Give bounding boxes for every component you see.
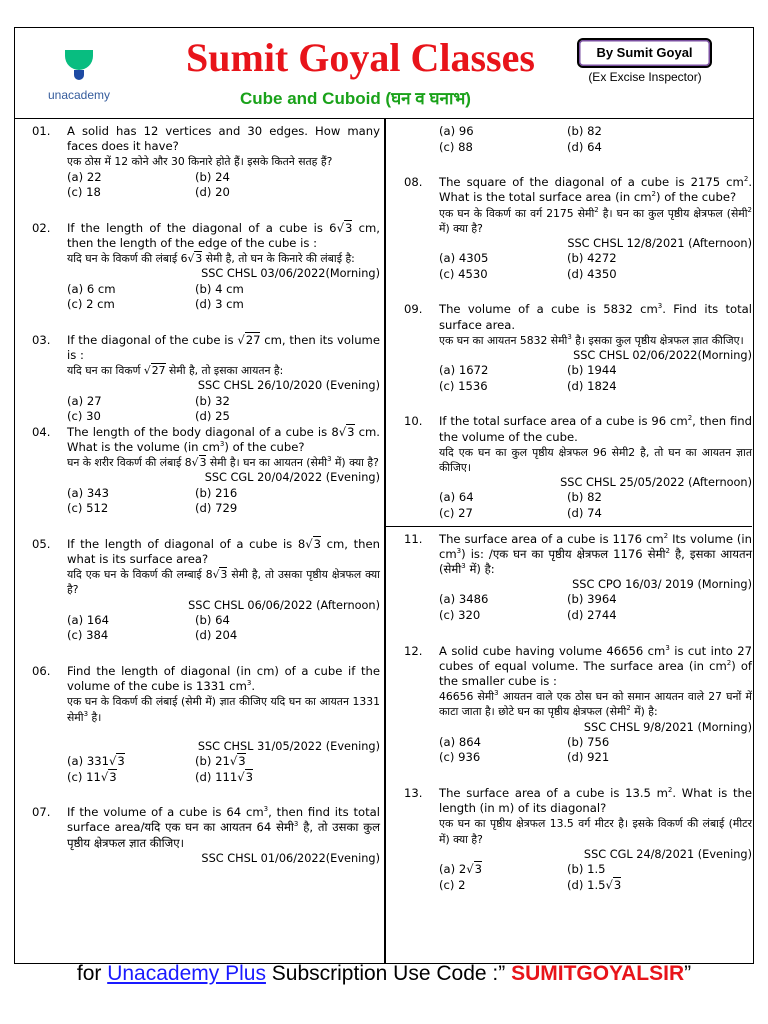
question-text: The square of the diagonal of a cube is 2175 $cm^2$. What is the total surface area (in $cm^2$) of the cube? <box>439 175 752 205</box>
question-09 <box>390 302 752 394</box>
footer-prefix: for <box>76 962 108 985</box>
option-d: (d) 921 <box>567 750 610 765</box>
exam-source: SSC CHSL 25/05/2022 (Afternoon) <box>560 476 752 490</box>
question-text-hindi: यदि एक घन का कुल पृष्ठीय क्षेत्रफल 96 सेमी2 है, तो घन का आयतन ज्ञात कीजिए। <box>439 445 752 474</box>
question-number: 08. <box>404 175 423 190</box>
option-a: (a) 331√3 <box>67 754 125 769</box>
footer <box>0 962 768 986</box>
option-b: (b) 3964 <box>567 592 617 607</box>
option-c: (c) 88 <box>439 139 473 154</box>
question-number: 03. <box>32 332 51 347</box>
question-number: 13. <box>404 786 423 800</box>
option-c: (c) 18 <box>67 185 101 200</box>
option-d: (d) 2744 <box>567 608 617 622</box>
option-a: (a) 4305 <box>439 251 489 266</box>
question-text: The surface area of a cube is 13.5 $m^2$. What is the length (in m) of its diagonal? <box>439 786 752 816</box>
option-a: (a) 2√3 <box>439 862 482 877</box>
question-text-hindi: एक घन का आयतन 5832 सेमी$^3$ है। इसका कुल पृष्ठीय क्षेत्रफल ज्ञात कीजिए। <box>439 332 744 347</box>
option-d: (d) 729 <box>195 501 238 516</box>
question-text: Find the length of diagonal (in cm) of a cube if the volume of the cube is 1331 $cm^3$. <box>67 664 380 694</box>
option-b: (b) 21√3 <box>195 754 246 769</box>
question-08 <box>390 175 752 282</box>
options <box>439 490 752 521</box>
question-13 <box>390 786 752 893</box>
option-b: (b) 4272 <box>567 251 617 266</box>
page-title: Sumit Goyal Classes <box>186 35 535 80</box>
question-text: If the volume of a cube is 64 $cm^3$, then find its total surface area/यदि एक घन का आयतन 64 सेमी$^3$ है, तो उसका कुल पृष्ठीय क्षेत्रफल ज्ञात कीजिए। <box>67 805 380 850</box>
question-02 <box>18 221 380 313</box>
question-text: The volume of a cube is 5832 $cm^3$. Find its total surface area. <box>439 302 753 332</box>
footer-middle: Subscription Use Code :” <box>265 962 512 985</box>
exam-source: SSC CHSL 26/10/2020 (Evening) <box>197 379 380 393</box>
option-b: (b) 756 <box>567 734 610 749</box>
question-text-hindi: एक ठोस में 12 कोने और 30 किनारे होते हैं। इसके कितने सतह हैं? <box>67 155 333 169</box>
option-c: (c) 384 <box>67 628 109 643</box>
question-text: A solid has 12 vertices and 30 edges. How many faces does it have? <box>67 124 380 154</box>
option-c: (c) 320 <box>439 608 481 622</box>
question-text: If the length of diagonal of a cube is 8√3 cm, then what is its surface area? <box>67 536 380 566</box>
question-text-hindi: यदि घन के विकर्ण की लंबाई 6√3 सेमी है, तो घन के किनारे की लंबाई है: <box>67 252 355 266</box>
options <box>439 251 752 282</box>
options <box>439 862 752 893</box>
column-divider <box>384 119 386 964</box>
footer-suffix: ” <box>684 962 692 985</box>
exam-source: SSC CHSL 01/06/2022(Evening) <box>201 851 380 865</box>
left-column <box>18 124 380 866</box>
question-number: 12. <box>404 643 423 658</box>
options <box>439 592 752 623</box>
question-text: If the total surface area of a cube is 96 $cm^2$, then find the volume of the cube. <box>439 414 752 444</box>
question-05 <box>18 537 380 644</box>
question-number: 05. <box>32 536 51 551</box>
referral-code: SUMITGOYALSIR <box>511 962 685 985</box>
unacademy-logo <box>34 40 124 112</box>
question-07 <box>18 805 380 866</box>
question-06 <box>18 664 380 785</box>
option-c: (c) 2 cm <box>67 297 115 312</box>
question-number: 10. <box>404 414 423 429</box>
option-c: (c) 936 <box>439 750 481 765</box>
question-text: The length of the body diagonal of a cube is 8√3 cm. What is the volume (in $cm^3$) of the cube? <box>67 424 380 454</box>
logo-text: unacademy <box>47 88 111 102</box>
question-11 <box>390 532 752 624</box>
unacademy-logo-icon <box>65 46 93 82</box>
option-b: (b) 216 <box>195 485 238 500</box>
author-role: (Ex Excise Inspector) <box>588 70 702 84</box>
option-a: (a) 864 <box>439 734 481 749</box>
question-number: 07. <box>32 805 51 820</box>
option-c: (c) 2 <box>439 877 466 892</box>
option-b: (b) 64 <box>195 612 230 627</box>
exam-source: SSC CHSL 12/8/2021 (Afternoon) <box>567 237 752 250</box>
author-badge: By Sumit Goyal <box>577 38 712 68</box>
option-d: (d) 20 <box>195 185 230 200</box>
option-b: (b) 1.5 <box>567 862 606 877</box>
question-number: 11. <box>404 531 423 546</box>
exam-source: SSC CGL 24/8/2021 (Evening) <box>583 847 752 861</box>
question-text-hindi: यदि घन का विकर्ण √27 सेमी है, तो इसका आयतन है: <box>67 364 284 378</box>
question-number: 06. <box>32 664 51 678</box>
question-text-hindi: एक घन के विकर्ण की लंबाई (सेमी में) ज्ञात कीजिए यदि घन का आयतन 1331 सेमी$^3$ है। <box>67 695 380 724</box>
option-a: (a) 3486 <box>439 592 489 607</box>
options <box>67 754 380 785</box>
exam-source: SSC CHSL 03/06/2022(Morning) <box>201 267 380 281</box>
unacademy-plus-link[interactable]: Unacademy Plus <box>107 962 266 985</box>
question-text-hindi: 46656 सेमी$^3$ आयतन वाले एक ठोस घन को समान आयतन वाले 27 घनों में काटा जाता है। छोटे घन का पृष्ठीय क्षेत्रफल (सेमी$^2$ में) है: <box>439 689 752 719</box>
options <box>439 735 752 766</box>
question-text: The surface area of a cube is 1176 $cm^2$ Its volume (in $cm^3$) is: /एक घन का पृष्ठीय क्षेत्रफल 1176 सेमी$^2$ है, इसका आयतन (सेमी$^3$ में) है: <box>439 531 753 576</box>
option-d: (d) 4350 <box>567 266 617 281</box>
option-d: (d) 74 <box>567 506 602 520</box>
option-b: (b) 82 <box>567 124 602 138</box>
option-d: (d) 1824 <box>567 378 617 393</box>
question-number: 09. <box>404 302 423 317</box>
page-subtitle: Cube and Cuboid (घन व घनाभ) <box>240 89 471 108</box>
options <box>67 170 380 201</box>
exam-source: SSC CHSL 02/06/2022(Morning) <box>573 349 752 362</box>
option-b: (b) 1944 <box>567 363 617 378</box>
question-07-options <box>390 124 752 155</box>
question-number: 01. <box>32 124 51 138</box>
option-a: (a) 343 <box>67 485 109 500</box>
option-b: (b) 24 <box>195 169 230 184</box>
exam-source: SSC CGL 20/04/2022 (Evening) <box>204 471 380 485</box>
question-text: If the diagonal of the cube is √27 cm, then its volume is : <box>67 332 380 362</box>
option-a: (a) 1672 <box>439 363 489 378</box>
question-text-hindi: यदि एक घन के विकर्ण की लम्बाई 8√3 सेमी है, तो उसका पृष्ठीय क्षेत्रफल क्या है? <box>67 568 380 597</box>
option-c: (c) 27 <box>439 506 473 520</box>
question-10 <box>390 414 752 521</box>
option-a: (a) 164 <box>67 612 109 627</box>
question-number: 04. <box>32 424 51 439</box>
option-a: (a) 96 <box>439 124 474 138</box>
option-c: (c) 512 <box>67 501 109 516</box>
option-d: (d) 204 <box>195 628 238 643</box>
question-04 <box>18 425 380 517</box>
options <box>439 124 752 155</box>
exam-source: SSC CHSL 06/06/2022 (Afternoon) <box>188 598 380 612</box>
divider-line <box>386 526 752 527</box>
question-text-hindi: घन के शरीर विकर्ण की लंबाई 8√3 सेमी है। घन का आयतन (सेमी$^3$ में) क्या है? <box>67 455 379 470</box>
option-c: (c) 4530 <box>439 266 488 281</box>
exam-source: SSC CPO 16/03/ 2019 (Morning) <box>572 578 752 592</box>
option-d: (d) 111√3 <box>195 769 254 784</box>
option-a: (a) 27 <box>67 393 102 408</box>
options <box>67 613 380 644</box>
options <box>67 486 380 517</box>
option-b: (b) 82 <box>567 490 602 505</box>
question-01 <box>18 124 380 201</box>
option-b: (b) 32 <box>195 393 230 408</box>
option-d: (d) 64 <box>567 139 602 154</box>
question-text: If the length of the diagonal of a cube is 6√3 cm, then the length of the edge of the cube is : <box>67 220 380 250</box>
option-c: (c) 1536 <box>439 378 488 393</box>
question-text-hindi: एक घन का पृष्ठीय क्षेत्रफल 13.5 वर्ग मीटर है। इसके विकर्ण की लंबाई (मीटर में) क्या है? <box>439 817 752 846</box>
option-c: (c) 11√3 <box>67 769 117 784</box>
exam-source: SSC CHSL 9/8/2021 (Morning) <box>583 720 752 734</box>
option-d: (d) 3 cm <box>195 297 244 312</box>
option-a: (a) 6 cm <box>67 281 116 296</box>
option-d: (d) 25 <box>195 409 230 424</box>
option-d: (d) 1.5√3 <box>567 877 622 892</box>
question-12 <box>390 644 752 766</box>
option-a: (a) 22 <box>67 169 102 184</box>
right-column <box>390 124 752 893</box>
exam-source: SSC CHSL 31/05/2022 (Evening) <box>197 739 380 753</box>
question-text-hindi: एक घन के विकर्ण का वर्ग 2175 सेमी$^2$ है। घन का कुल पृष्ठीय क्षेत्रफल (सेमी$^2$ में) क्या है? <box>439 205 752 235</box>
question-03 <box>18 333 380 425</box>
option-a: (a) 64 <box>439 490 474 505</box>
options <box>439 363 752 394</box>
option-c: (c) 30 <box>67 409 101 424</box>
question-text: A solid cube having volume 46656 $cm^3$ is cut into 27 cubes of equal volume. The surface area (in $cm^2$) of the smaller cube is : <box>439 643 753 688</box>
options <box>67 282 380 313</box>
option-b: (b) 4 cm <box>195 281 244 296</box>
question-number: 02. <box>32 220 51 235</box>
options <box>67 394 380 425</box>
